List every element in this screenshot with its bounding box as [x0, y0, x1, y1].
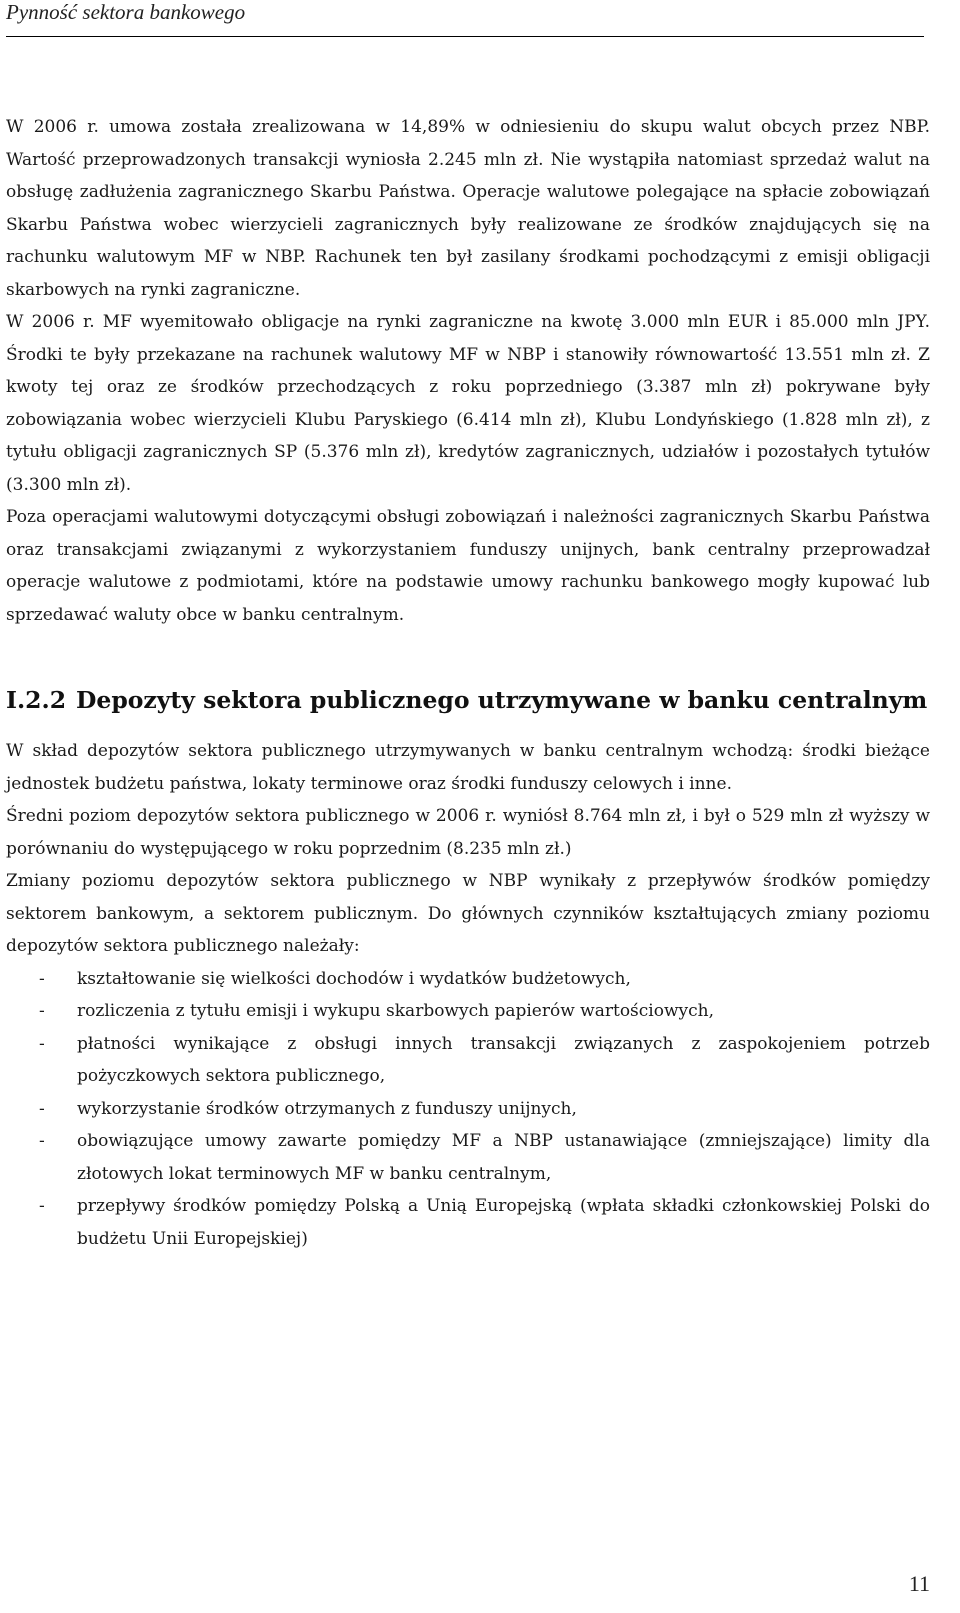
list-item-text: obowiązujące umowy zawarte pomiędzy MF a NBP ustanawiające (zmniejszające) limity dla złotowych lokat terminowych MF w banku centralnym,: [77, 1131, 930, 1184]
list-dash: -: [39, 1131, 45, 1151]
document-body: [6, 111, 930, 1255]
paragraph: W skład depozytów sektora publicznego utrzymywanych w banku centralnym wchodzą: środki bieżące jednostek budżetu państwa, lokaty terminowe oraz środki funduszy celowych i inne.: [6, 741, 930, 794]
section-title: Depozyty sektora publicznego utrzymywane w banku centralnym: [76, 686, 928, 714]
list-dash: -: [39, 1001, 45, 1021]
list-dash: -: [39, 1196, 45, 1216]
paragraph: Poza operacjami walutowymi dotyczącymi obsługi zobowiązań i należności zagranicznych Skarbu Państwa oraz transakcjami związanymi z wykorzystaniem funduszy unijnych, bank centralny przeprowadzał operacje walutowe z podmiotami, które na podstawie umowy rachunku bankowego mogły kupować lub sprzedawać waluty obce w banku centralnym.: [6, 507, 930, 625]
list-item: [6, 1190, 930, 1255]
section-number: I.2.2: [6, 686, 67, 714]
header-title: Pynność sektora bankowego: [6, 0, 246, 24]
factors-list: [6, 963, 930, 1256]
list-item-text: przepływy środków pomiędzy Polską a Unią Europejską (wpłata składki członkowskiej Polski do budżetu Unii Europejskiej): [77, 1196, 930, 1249]
paragraph: W 2006 r. umowa została zrealizowana w 14,89% w odniesieniu do skupu walut obcych przez NBP. Wartość przeprowadzonych transakcji wyniosła 2.245 mln zł. Nie wystąpiła natomiast sprzedaż walut na obsługę zadłużenia zagranicznego Skarbu Państwa. Operacje walutowe polegające na spłacie zobowiązań Skarbu Państwa wobec wierzycieli zagranicznych były realizowane ze środków znajdujących się na rachunku walutowym MF w NBP. Rachunek ten był zasilany środkami pochodzącymi z emisji obligacji skarbowych na rynki zagraniczne.: [6, 117, 930, 300]
list-item-text: rozliczenia z tytułu emisji i wykupu skarbowych papierów wartościowych,: [77, 1001, 715, 1021]
list-item: [6, 1093, 930, 1126]
page-number: 11: [908, 1571, 930, 1596]
list-dash: -: [39, 1098, 45, 1119]
list-dash: -: [39, 968, 45, 989]
list-item: [6, 1125, 930, 1190]
list-item-text: płatności wynikające z obsługi innych transakcji związanych z zaspokojeniem potrzeb pożyczkowych sektora publicznego,: [77, 1033, 930, 1086]
paragraph: Zmiany poziomu depozytów sektora publicznego w NBP wynikały z przepływów środków pomiędzy sektorem bankowym, a sektorem publicznym. Do głównych czynników kształtujących zmiany poziomu depozytów sektora publicznego należały:: [6, 871, 930, 956]
list-item: [6, 995, 930, 1028]
paragraph: Średni poziom depozytów sektora publicznego w 2006 r. wyniósł 8.764 mln zł, i był o 529 mln zł wyższy w porównaniu do występującego w roku poprzednim (8.235 mln zł.): [6, 806, 930, 859]
list-item-text: kształtowanie się wielkości dochodów i wydatków budżetowych,: [77, 968, 631, 989]
list-item: [6, 1028, 930, 1093]
list-dash: -: [39, 1033, 45, 1054]
list-item: [6, 963, 930, 996]
paragraph: W 2006 r. MF wyemitowało obligacje na rynki zagraniczne na kwotę 3.000 mln EUR i 85.000 mln JPY. Środki te były przekazane na rachunek walutowy MF w NBP i stanowiły równowartość 13.551 mln zł. Z kwoty tej oraz ze środków przechodzących z roku poprzedniego (3.387 mln zł) pokrywane były zobowiązania wobec wierzycieli Klubu Paryskiego (6.414 mln zł), Klubu Londyńskiego (1.828 mln zł), z tytułu obligacji zagranicznych SP (5.376 mln zł), kredytów zagranicznych, udziałów i pozostałych tytułów (3.300 mln zł).: [6, 312, 930, 495]
page-header: [6, 0, 924, 37]
spacer: [6, 631, 930, 685]
list-item-text: wykorzystanie środków otrzymanych z funduszy unijnych,: [77, 1098, 577, 1119]
section-heading: [6, 685, 930, 715]
